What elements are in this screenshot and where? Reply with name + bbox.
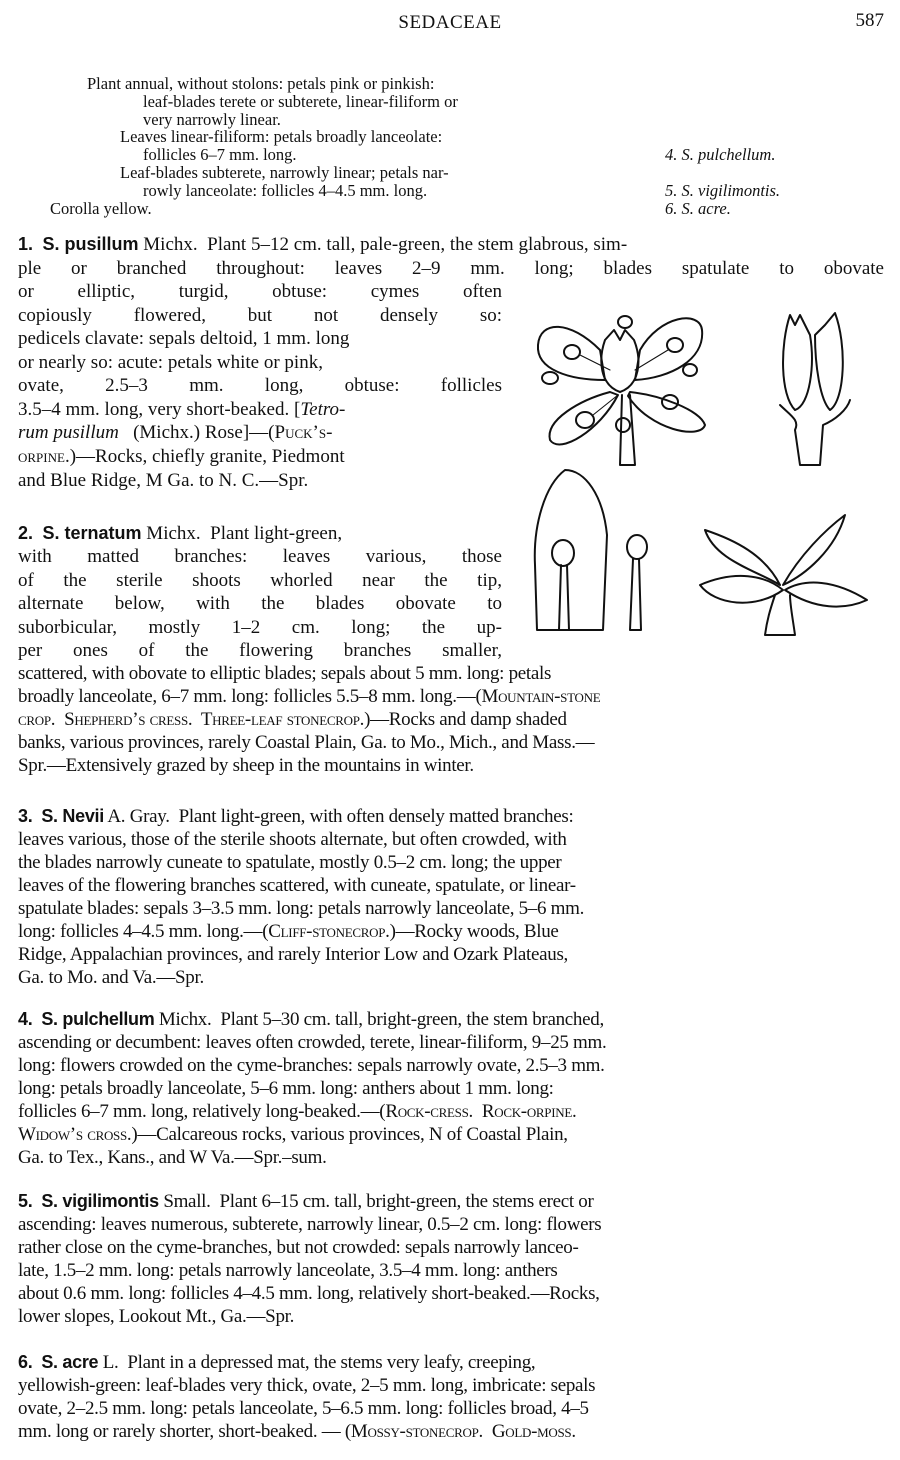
common-name: Cliff-stonecrop. xyxy=(268,921,390,942)
key-line: rowly lanceolate: follicles 4–4.5 mm. long. xyxy=(143,181,428,200)
description-text: ovate, 2–2.5 mm. long: petals lanceolate, 5–6.5 mm. long: follicles broad, 4–5 xyxy=(18,1398,589,1419)
description-text: yellowish-green: leaf-blades very thick, ovate, 2–5 mm. long, imbricate: sepals xyxy=(18,1375,596,1396)
description-line xyxy=(18,1305,294,1328)
key-line: follicles 6–7 mm. long. xyxy=(143,145,297,164)
description-line xyxy=(18,1100,576,1123)
description-text: and Blue Ridge, M Ga. to N. C.—Spr. xyxy=(18,470,309,491)
description-text: (Michx.) Rose]—( xyxy=(133,422,275,443)
description-line xyxy=(18,616,502,639)
key-line: Leaf-blades subterete, narrowly linear; petals nar- xyxy=(120,163,449,182)
description-text: Plant light-green, xyxy=(210,523,343,544)
description-text: Ga. to Tex., Kans., and W Va.—Spr.–sum. xyxy=(18,1147,327,1168)
key-line: Corolla yellow. xyxy=(50,199,152,218)
description-line xyxy=(18,1123,568,1146)
description-text: leaves various, those of the sterile shoots alternate, but often crowded, with xyxy=(18,829,567,850)
description-text: broadly lanceolate, 6–7 mm. long: follicles 5.5–8 mm. long.—( xyxy=(18,686,482,707)
common-name: Widow’s cross. xyxy=(18,1124,132,1145)
key-line: very narrowly linear. xyxy=(143,110,281,129)
species-number: 4. xyxy=(18,1009,33,1029)
description-line xyxy=(18,421,502,444)
description-line xyxy=(18,943,568,966)
description-line xyxy=(18,754,884,777)
species-heading-line xyxy=(18,805,573,828)
description-line xyxy=(18,639,502,662)
description-line xyxy=(18,1146,327,1169)
species-author: L. xyxy=(102,1352,119,1373)
species-author: A. Gray. xyxy=(107,806,170,827)
page-number: 587 xyxy=(855,10,884,31)
common-name: crop. Shepherd’s cress. Three-leaf stonecrop. xyxy=(18,709,365,730)
description-line xyxy=(18,1374,595,1397)
description-text: suborbicular, mostly 1–2 cm. long; the up- xyxy=(18,617,502,638)
description-text: late, 1.5–2 mm. long: petals narrowly lanceolate, 3.5–4 mm. long: anthers xyxy=(18,1260,558,1281)
flower-illustration xyxy=(530,300,720,470)
description-text: banks, various provinces, rarely Coastal Plain, Ga. to Mo., Mich., and Mass.— xyxy=(18,732,595,753)
description-line xyxy=(18,351,502,374)
description-text: long: flowers crowded on the cyme-branches: sepals narrowly ovate, 2.5–3 mm. xyxy=(18,1055,605,1076)
species-number: 2. xyxy=(18,523,34,543)
species-heading-line xyxy=(18,522,502,545)
description-text: about 0.6 mm. long: follicles 4–4.5 mm. long, relatively short-beaked.—Rocks, xyxy=(18,1283,600,1304)
description-line xyxy=(18,280,502,303)
species-heading-line xyxy=(18,1008,604,1031)
description-line xyxy=(18,545,502,568)
common-name: Mossy-stonecrop. Gold-moss. xyxy=(350,1421,576,1442)
key-line: leaf-blades terete or subterete, linear-filiform or xyxy=(143,92,458,111)
description-text: rather close on the cyme-branches, but not crowded: sepals narrowly lanceo- xyxy=(18,1237,579,1258)
description-text: )—Rocks and damp shaded xyxy=(364,709,567,730)
leaf-rosette-illustration xyxy=(695,510,875,640)
description-text: ascending or decumbent: leaves often crowded, terete, linear-filiform, 9–25 mm. xyxy=(18,1032,607,1053)
description-line xyxy=(18,966,204,989)
description-text: Plant 5–30 cm. tall, bright-green, the stem branched, xyxy=(220,1009,604,1030)
description-line xyxy=(18,1077,554,1100)
description-text: Spr.—Extensively grazed by sheep in the mountains in winter. xyxy=(18,755,474,776)
description-text: pedicels clavate: sepals deltoid, 1 mm. long xyxy=(18,328,350,349)
description-text: leaves of the flowering branches scattered, with cuneate, spatulate, or linear- xyxy=(18,875,576,896)
description-text: )—Rocks, chiefly granite, Piedmont xyxy=(69,446,345,467)
species-name: S. pulchellum xyxy=(41,1009,155,1029)
description-line xyxy=(18,874,576,897)
synonym-text: rum pusillum xyxy=(18,422,119,443)
description-text: Plant light-green, with often densely matted branches: xyxy=(178,806,574,827)
description-line xyxy=(18,851,561,874)
species-name: S. acre xyxy=(41,1352,99,1372)
description-text: scattered, with obovate to elliptic blades; sepals about 5 mm. long: petals xyxy=(18,663,552,684)
description-line xyxy=(18,1213,601,1236)
description-line xyxy=(18,327,502,350)
key-result: 5. S. vigilimontis. xyxy=(665,181,781,200)
key-line: Plant annual, without stolons: petals pink or pinkish: xyxy=(87,74,435,93)
description-line xyxy=(18,469,502,492)
description-line xyxy=(18,304,502,327)
description-text: or elliptic, turgid, obtuse: cymes often xyxy=(18,281,502,302)
description-line xyxy=(18,920,559,943)
key-result: 6. S. acre. xyxy=(665,199,731,218)
species-author: Michx. xyxy=(146,523,201,544)
description-text: or nearly so: acute: petals white or pink, xyxy=(18,352,323,373)
fruit-illustration xyxy=(775,305,855,475)
species-name: S. Nevii xyxy=(41,806,104,826)
description-line xyxy=(18,897,584,920)
description-line xyxy=(18,731,884,754)
description-line xyxy=(18,1054,605,1077)
description-text: Plant 6–15 cm. tall, bright-green, the stems erect or xyxy=(219,1191,594,1212)
description-text: ascending: leaves numerous, subterete, narrowly linear, 0.5–2 cm. long: flowers xyxy=(18,1214,602,1235)
common-name: orpine. xyxy=(18,446,70,467)
description-text: ovate, 2.5–3 mm. long, obtuse: follicles xyxy=(18,375,502,396)
description-line xyxy=(18,1236,578,1259)
description-text: spatulate blades: sepals 3–3.5 mm. long: petals narrowly lanceolate, 5–6 mm. xyxy=(18,898,585,919)
description-line xyxy=(18,1259,558,1282)
description-line xyxy=(18,257,884,280)
description-text: mm. long or rarely shorter, short-beaked. — ( xyxy=(18,1421,351,1442)
description-text: )—Calcareous rocks, various provinces, N of Coastal Plain, xyxy=(131,1124,568,1145)
description-text: Plant in a depressed mat, the stems very leafy, creeping, xyxy=(127,1352,536,1373)
description-text: Plant 5–12 cm. tall, pale-green, the stem glabrous, sim- xyxy=(207,234,628,255)
species-name: S. pusillum xyxy=(42,234,139,254)
description-line xyxy=(18,398,502,421)
common-name: Mountain-stone xyxy=(481,686,601,707)
species-number: 6. xyxy=(18,1352,33,1372)
species-author: Michx. xyxy=(143,234,198,255)
description-line xyxy=(18,592,502,615)
description-text: of the sterile shoots whorled near the tip, xyxy=(18,570,502,591)
description-text: lower slopes, Lookout Mt., Ga.—Spr. xyxy=(18,1306,295,1327)
species-heading-line xyxy=(18,1190,594,1213)
description-line xyxy=(18,445,502,468)
description-text: )—Rocky woods, Blue xyxy=(389,921,559,942)
description-line xyxy=(18,828,567,851)
species-number: 1. xyxy=(18,234,34,254)
description-text: Ridge, Appalachian provinces, and rarely Interior Low and Ozark Plateaus, xyxy=(18,944,569,965)
description-text: long: petals broadly lanceolate, 5–6 mm. long: anthers about 1 mm. long: xyxy=(18,1078,554,1099)
description-text: long: follicles 4–4.5 mm. long.—( xyxy=(18,921,269,942)
common-name: Puck’s- xyxy=(274,422,333,443)
description-text: copiously flowered, but not densely so: xyxy=(18,305,502,326)
description-line xyxy=(18,1282,600,1305)
species-name: S. vigilimontis xyxy=(41,1191,159,1211)
description-text: alternate below, with the blades obovate to xyxy=(18,593,502,614)
species-author: Michx. xyxy=(158,1009,212,1030)
description-text: 3.5–4 mm. long, very short-beaked. [ xyxy=(18,399,301,420)
key-result: 4. S. pulchellum. xyxy=(665,145,776,164)
description-text: the blades narrowly cuneate to spatulate, mostly 0.5–2 cm. long; the upper xyxy=(18,852,562,873)
description-text: follicles 6–7 mm. long, relatively long-beaked.—( xyxy=(18,1101,386,1122)
species-heading-line xyxy=(18,233,884,256)
petal-stamen-illustration xyxy=(525,465,655,635)
description-line xyxy=(18,569,502,592)
running-head-title: SEDACEAE xyxy=(398,12,502,33)
description-line xyxy=(18,1420,576,1443)
description-line xyxy=(18,1397,589,1420)
description-line xyxy=(18,1031,606,1054)
description-text: ple or branched throughout: leaves 2–9 mm. long; blades spatulate to obovate xyxy=(18,258,884,279)
description-line xyxy=(18,708,884,731)
description-line xyxy=(18,685,884,708)
species-heading-line xyxy=(18,1351,535,1374)
common-name: Rock-cress. Rock-orpine. xyxy=(385,1101,577,1122)
synonym-text: Tetro- xyxy=(300,399,346,420)
key-line: Leaves linear-filiform: petals broadly lanceolate: xyxy=(120,127,443,146)
species-number: 5. xyxy=(18,1191,33,1211)
species-author: Small. xyxy=(163,1191,211,1212)
description-text: Ga. to Mo. and Va.—Spr. xyxy=(18,967,204,988)
description-line xyxy=(18,662,884,685)
species-number: 3. xyxy=(18,806,33,826)
species-name: S. ternatum xyxy=(42,523,142,543)
description-text: with matted branches: leaves various, those xyxy=(18,546,502,567)
description-line xyxy=(18,374,502,397)
description-text: per ones of the flowering branches smaller, xyxy=(18,640,502,661)
